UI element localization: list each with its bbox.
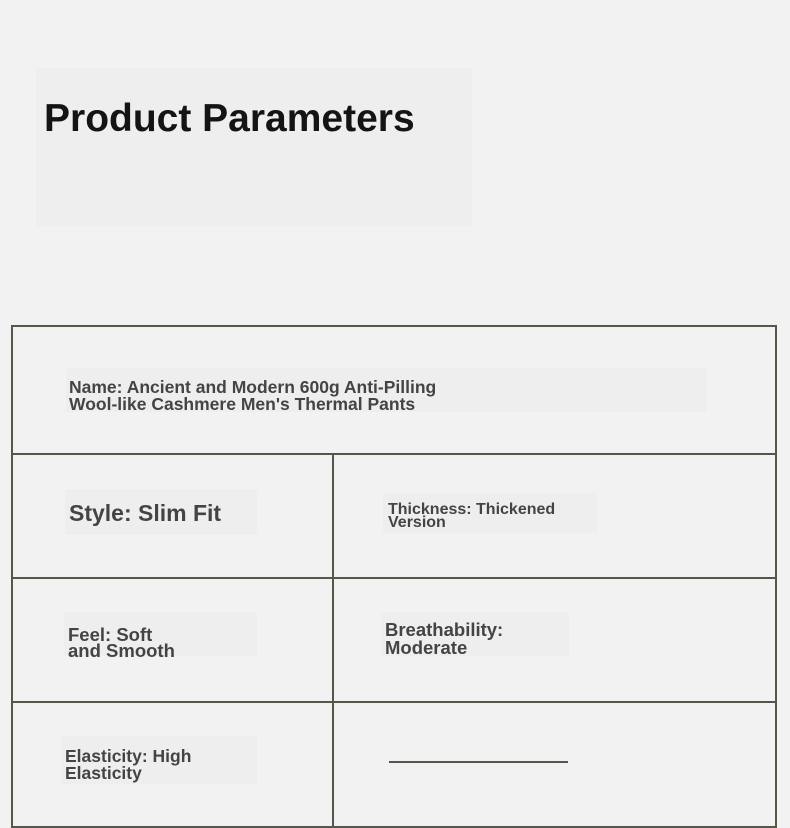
empty-value-line bbox=[389, 761, 568, 763]
row-divider bbox=[13, 453, 775, 455]
parameters-table bbox=[11, 325, 777, 828]
feel-parameter: Feel: Soft and Smooth bbox=[68, 624, 175, 661]
style-parameter: Style: Slim Fit bbox=[69, 500, 222, 526]
breathability-parameter: Breathability: Moderate bbox=[385, 619, 504, 658]
column-divider bbox=[332, 455, 334, 828]
thickness-parameter: Thickness: Thickened Version bbox=[388, 501, 556, 531]
title-background bbox=[36, 68, 472, 226]
page-title: Product Parameters bbox=[44, 97, 415, 140]
row-divider bbox=[13, 701, 775, 703]
elasticity-parameter: Elasticity: High Elasticity bbox=[65, 746, 192, 783]
name-parameter: Name: Ancient and Modern 600g Anti-Pilling Wool-like Cashmere Men's Thermal Pants bbox=[69, 377, 437, 414]
row-divider bbox=[13, 577, 775, 579]
